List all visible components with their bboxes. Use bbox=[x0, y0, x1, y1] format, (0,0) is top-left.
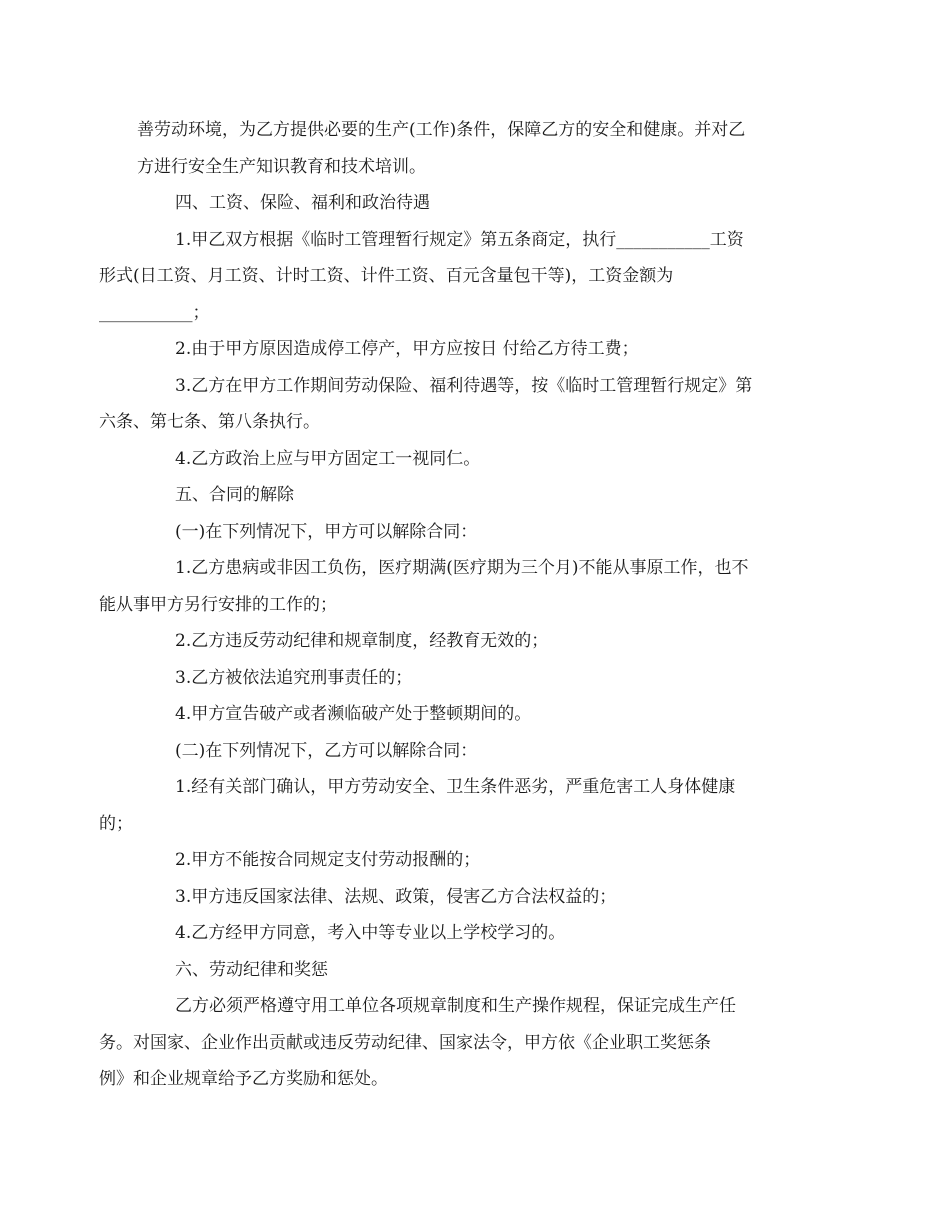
paragraph-line: 4.乙方经甲方同意，考入中等专业以上学校学习的。 bbox=[175, 923, 566, 943]
paragraph-p5-a1 bbox=[99, 550, 817, 623]
paragraph-line: 形式(日工资、月工资、计时工资、计件工资、百元含量包干等)，工资金额为 bbox=[99, 266, 674, 286]
paragraph-p5-a4 bbox=[137, 696, 817, 733]
paragraph-line: 2.甲方不能按合同规定支付劳动报酬的； bbox=[175, 850, 481, 870]
paragraph-p5-a2 bbox=[137, 623, 817, 660]
paragraph-p6-1 bbox=[99, 988, 817, 1098]
paragraph-line: 五、合同的解除 bbox=[175, 485, 294, 505]
document-body bbox=[99, 112, 817, 1098]
paragraph-line: 四、工资、保险、福利和政治待遇 bbox=[175, 193, 430, 213]
paragraph-p5-b3 bbox=[137, 879, 817, 916]
paragraph-p4-4 bbox=[137, 441, 817, 478]
paragraph-line: 4.甲方宣告破产或者濒临破产处于整顿期间的。 bbox=[175, 704, 532, 724]
paragraph-line: (二)在下列情况下，乙方可以解除合同： bbox=[175, 740, 478, 761]
paragraph-line: 4.乙方政治上应与甲方固定工一视同仁。 bbox=[175, 448, 481, 469]
paragraph-line: 善劳动环境，为乙方提供必要的生产(工作)条件，保障乙方的安全和健康。并对乙 bbox=[137, 120, 746, 140]
paragraph-line: 务。对国家、企业作出贡献或违反劳动纪律、国家法令，甲方依《企业职工奖惩条 bbox=[99, 1032, 711, 1053]
paragraph-line: 2.乙方违反劳动纪律和规章制度，经教育无效的； bbox=[175, 631, 549, 651]
paragraph-h6 bbox=[137, 952, 817, 989]
paragraph-line: 六、劳动纪律和奖惩 bbox=[175, 959, 328, 980]
paragraph-line: 1.经有关部门确认，甲方劳动安全、卫生条件恶劣，严重危害工人身体健康 bbox=[175, 777, 736, 797]
paragraph-p5-a3 bbox=[137, 660, 817, 697]
paragraph-p4-1 bbox=[99, 222, 817, 332]
paragraph-line: 3.乙方在甲方工作期间劳动保险、福利待遇等，按《临时工管理暂行规定》第 bbox=[175, 375, 753, 396]
paragraph-p5-b4 bbox=[137, 915, 817, 952]
paragraph-line: 方进行安全生产知识教育和技术培训。 bbox=[137, 156, 426, 177]
paragraph-h5 bbox=[137, 477, 817, 514]
paragraph-p5-a bbox=[137, 514, 817, 551]
paragraph-line: 2.由于甲方原因造成停工停产，甲方应按日 付给乙方待工费； bbox=[175, 339, 639, 359]
paragraph-p4-2 bbox=[137, 331, 817, 368]
paragraph-line: 乙方必须严格遵守用工单位各项规章制度和生产操作规程，保证完成生产任 bbox=[175, 996, 736, 1016]
paragraph-line: (一)在下列情况下，甲方可以解除合同： bbox=[175, 521, 478, 542]
paragraph-line: 的； bbox=[99, 813, 133, 834]
paragraph-p5-b1 bbox=[99, 769, 817, 842]
paragraph-p5-b2 bbox=[137, 842, 817, 879]
paragraph-line: 能从事甲方另行安排的工作的； bbox=[99, 594, 337, 615]
paragraph-line: 3.乙方被依法追究刑事责任的； bbox=[175, 667, 413, 688]
paragraph-p1 bbox=[137, 112, 817, 185]
paragraph-line: 例》和企业规章给予乙方奖励和惩处。 bbox=[99, 1069, 388, 1089]
paragraph-line: 1.乙方患病或非因工负伤，医疗期满(医疗期为三个月)不能从事原工作，也不 bbox=[175, 558, 749, 578]
paragraph-line: 3.甲方违反国家法律、法规、政策，侵害乙方合法权益的； bbox=[175, 886, 617, 907]
paragraph-line: 1.甲乙双方根据《临时工管理暂行规定》第五条商定，执行___________工资 bbox=[175, 229, 744, 250]
paragraph-p4-3 bbox=[99, 368, 817, 441]
paragraph-h4 bbox=[137, 185, 817, 222]
paragraph-line: 六条、第七条、第八条执行。 bbox=[99, 412, 320, 432]
paragraph-line: ___________； bbox=[99, 302, 210, 323]
paragraph-p5-b bbox=[137, 733, 817, 770]
